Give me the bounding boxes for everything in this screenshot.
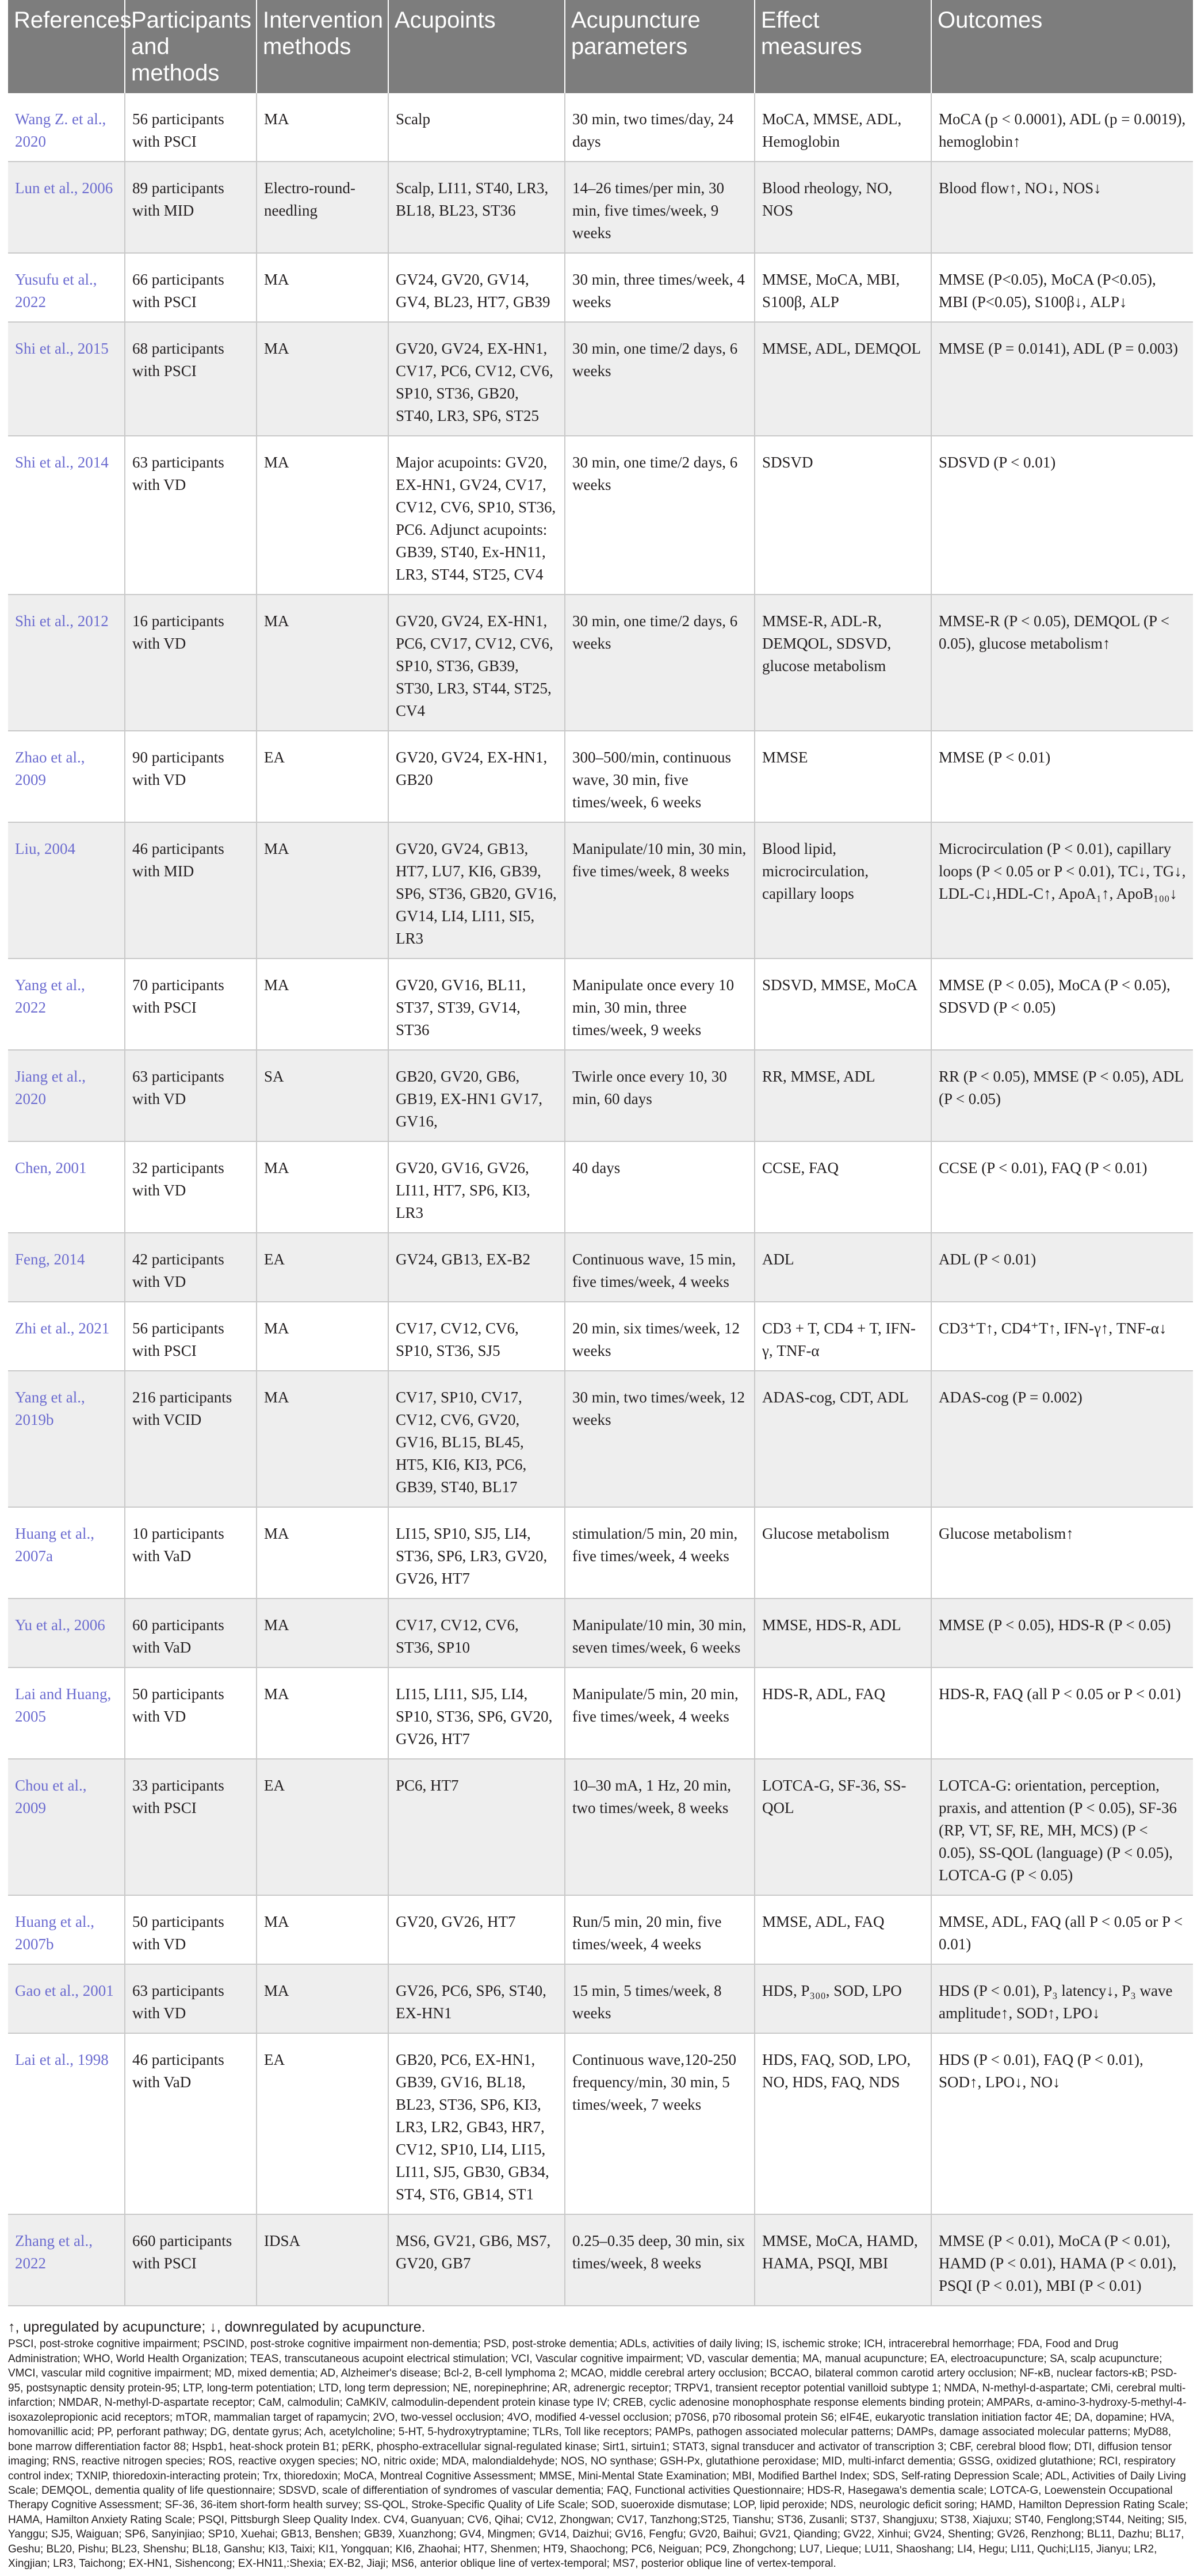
cell-acupoints: Major acupoints: GV20, EX-HN1, GV24, CV17, CV12, CV6, SP10, ST36, PC6. Adjunct acupoints: GB39, ST40, Ex-HN11, LR3, ST44, ST25, CV4 [388,436,565,595]
acupuncture-studies-table [8,0,1193,2306]
cell-outcomes: MMSE (P<0.05), MoCA (P<0.05), MBI (P<0.05), S100β↓, ALP↓ [931,253,1193,322]
cell-outcomes: MMSE (P < 0.01), MoCA (P < 0.01), HAMD (P < 0.01), HAMA (P < 0.01), PSQI (P < 0.01), MBI (P < 0.01) [931,2214,1193,2306]
header-intervention: Intervention methods [257,0,388,93]
cell-participants: 66 participants with PSCI [125,253,257,322]
cell-reference [8,822,125,959]
cell-parameters: 10–30 mA, 1 Hz, 20 min, two times/week, 8 weeks [565,1759,755,1895]
cell-effect-measures: CCSE, FAQ [755,1141,931,1233]
cell-parameters: 14–26 times/per min, 30 min, five times/week, 9 weeks [565,162,755,253]
cell-reference [8,1141,125,1233]
cell-effect-measures: ADAS-cog, CDT, ADL [755,1371,931,1507]
cell-participants: 70 participants with PSCI [125,959,257,1050]
cell-intervention: MA [257,595,388,731]
cell-participants: 63 participants with VD [125,1964,257,2033]
table-row [8,93,1193,162]
cell-outcomes: LOTCA-G: orientation, perception, praxis, and attention (P < 0.05), SF-36 (RP, VT, SF, RE, MH, MCS) (P < 0.05), SS-QOL (language) (P < 0.05), LOTCA-G (P < 0.05) [931,1759,1193,1895]
cell-reference [8,595,125,731]
cell-reference [8,1895,125,1964]
cell-reference [8,1667,125,1759]
reference-link[interactable]: Wang Z. et al., 2020 [15,110,106,150]
cell-parameters: 30 min, two times/day, 24 days [565,93,755,162]
table-row [8,1667,1193,1759]
cell-participants: 46 participants with VaD [125,2033,257,2214]
cell-outcomes: RR (P < 0.05), MMSE (P < 0.05), ADL (P < 0.05) [931,1050,1193,1141]
cell-parameters: 30 min, one time/2 days, 6 weeks [565,436,755,595]
header-parameters: Acupuncture parameters [565,0,755,93]
cell-participants: 660 participants with PSCI [125,2214,257,2306]
cell-intervention: MA [257,822,388,959]
cell-parameters: Manipulate once every 10 min, 30 min, three times/week, 9 weeks [565,959,755,1050]
footnote-abbreviations: PSCI, post-stroke cognitive impairment; PSCIND, post-stroke cognitive impairment non-dementia; PSD, post-stroke dementia; ADLs, activities of daily living; IS, ischemic stroke; ICH, intracerebral hemorrhage; FDA, Food and Drug Administration; WHO, World Health Organization; TEAS, transcutaneous acupoint electrical stimulation; VCI, Vascular cognitive impairment; VD, vascular dementia; MA, manual acupuncture; EA, electroacupuncture; SA, scalp acupuncture; VMCI, vascular mild cognitive impairment; MD, mixed dementia; AD, Alzheimer's disease; Bcl-2, B-cell lymphoma 2; MCAO, middle cerebral artery occlusion; BCCAO, bilateral common carotid artery occlusion; NF-κB, nuclear factors-κB; PSD-95, postsynaptic density protein-95; LTP, long-term potentiation; LTD, long term depression; NE, norepinephrine; AR, adrenergic receptor; TRPV1, transient receptor potential vanilloid subtype 1; NMDA, N-methyl-d-aspartate; CMi, cerebral multi-infarction; NMDAR, N-methyl-D-aspartate receptor; CaM, calmodulin; CaMKIV, calmodulin-dependent protein kinase type IV; CREB, cyclic adenosine monophosphate response elements binding protein; AMPARs, α-amino-3-hydroxy-5-methyl-4-isoxazolepropionic acid receptors; mTOR, mammalian target of rapamycin; 2VO, two-vessel occlusion; 4VO, modified 4-vessel occlusion; p70S6, p70 ribosomal protein S6; eIF4E, eukaryotic translation initiation factor 4E; DA, dopamine; HVA, homovanillic acid; PP, perforant pathway; DG, dentate gyrus; Ach, acetylcholine; 5-HT, 5-hydroxytryptamine; TLRs, Toll like receptors; PAMPs, pathogen associated molecular patterns; DAMPs, damage associated molecular patterns; MyD88, bone marrow differentiation factor 88; Hspb1, heat-shock protein B1; pERK, phospho-extracellular signal-regulated kinase; Sirt1, sirtuin1; STAT3, signal transducer and activator of transcription 3; CBF, cerebral blood flow; DTI, diffusion tensor imaging; RNS, reactive nitrogen species; ROS, reactive oxygen species; NO, nitric oxide; MDA, malondialdehyde; NOS, NO synthase; GSH-Px, glutathione peroxidase; MID, multi-infarct dementia; GSSG, oxidized glutathione; RCI, respiratory control index; TXNIP, thioredoxin-interacting protein; Trx, thioredoxin; MoCA, Montreal Cognitive Assessment; MMSE, Mini-Mental State Examination; MBI, Modified Barthel Index; SDS, Self-rating Depression Scale; ADL, Activities of Daily Living Scale; DEMQOL, dementia quality of life questionnaire; SDSVD, scale of differentiation of syndromes of vascular dementia; FAQ, Functional activities Questionnaire; HDS-R, Hasegawa's dementia scale; LOTCA-G, Loewenstein Occupational Therapy Cognitive Assessment; SF-36, 36-item short-form health survey; SS-QOL, Stroke-Specific Quality of Life Scale; SOD, suoeroxide dismutase; LOP, lipid peroxide; NDS, neurologic deficit soring; HAMD, Hamilton Depression Rating Scale; HAMA, Hamilton Anxiety Rating Scale; PSQI, Pittsburgh Sleep Quality Index. CV4, Guanyuan; CV6, Qihai; CV12, Zhongwan; CV17, Tanzhong;ST25, Tianshu; ST36, Zusanli; ST37, Shangjuxu; ST38, Xiajuxu; ST40, Fenglong;ST44, Neiting; SI5, Yanggu; SJ5, Waiguan; SP6, Sanyinjiao; SP10, Xuehai; GB13, Benshen; GB39, Xuanzhong; GV4, Mingmen; GV14, Daizhui; GV16, Fengfu; GV20, Baihui; GV21, Qianding; GV22, Xinhui; GV24, Shenting; GV26, Renzhong; BL11, Dazhu; BL17, Geshu; BL20, Pishu; BL23, Shenshu; BL18, Ganshu; KI3, Taixi; KI1, Yongquan; KI6, Zhaohai; HT7, Shenmen; HT9, Shaochong; PC6, Neiguan; PC9, Zhongchong; LU7, Lieque; LU11, Shaoshang; LI4, Hegu; LI11, Quchi;LI15, Jianyu; LR2, Xingjian; LR3, Taichong; EX-HN1, Sishencong; EX-HN11,:Shexia; EX-B2, Jiaji; MS6, anterior oblique line of vertex-temporal; MS7, posterior oblique line of vertex-temporal. [8,2338,1188,2570]
cell-reference [8,93,125,162]
cell-participants: 90 participants with VD [125,731,257,822]
cell-acupoints: Scalp, LI11, ST40, LR3, BL18, BL23, ST36 [388,162,565,253]
table-header-row [8,0,1193,93]
cell-effect-measures: CD3 + T, CD4 + T, IFN-γ, TNF-α [755,1302,931,1371]
cell-parameters: 15 min, 5 times/week, 8 weeks [565,1964,755,2033]
cell-reference [8,436,125,595]
reference-link[interactable]: Lai and Huang, 2005 [15,1685,112,1725]
cell-acupoints: GV24, GB13, EX-B2 [388,1233,565,1302]
cell-acupoints: GV20, GV24, GB13, HT7, LU7, KI6, GB39, SP6, ST36, GB20, GV16, GV14, LI4, LI11, SI5, LR3 [388,822,565,959]
table-row [8,731,1193,822]
cell-intervention: EA [257,1759,388,1895]
cell-effect-measures: HDS-R, ADL, FAQ [755,1667,931,1759]
cell-participants: 10 participants with VaD [125,1507,257,1598]
cell-participants: 89 participants with MID [125,162,257,253]
cell-intervention: MA [257,253,388,322]
cell-reference [8,1050,125,1141]
cell-intervention: MA [257,1302,388,1371]
table-footnotes [8,2320,1191,2571]
cell-parameters: Continuous wave, 15 min, five times/week, 4 weeks [565,1233,755,1302]
cell-reference [8,322,125,436]
cell-parameters: 0.25–0.35 deep, 30 min, six times/week, 8 weeks [565,2214,755,2306]
table-row [8,1895,1193,1964]
cell-participants: 56 participants with PSCI [125,1302,257,1371]
cell-parameters: 40 days [565,1141,755,1233]
cell-participants: 56 participants with PSCI [125,93,257,162]
cell-acupoints: Scalp [388,93,565,162]
cell-effect-measures: Glucose metabolism [755,1507,931,1598]
cell-effect-measures: HDS, P₃₀₀, SOD, LPO [755,1964,931,2033]
cell-outcomes: HDS (P < 0.01), P₃ latency↓, P₃ wave amplitude↑, SOD↑, LPO↓ [931,1964,1193,2033]
cell-acupoints: GV20, GV24, EX-HN1, PC6, CV17, CV12, CV6, SP10, ST36, GB39, ST30, LR3, ST44, ST25, CV4 [388,595,565,731]
cell-effect-measures: HDS, FAQ, SOD, LPO, NO, HDS, FAQ, NDS [755,2033,931,2214]
table-row [8,1371,1193,1507]
table-row [8,1759,1193,1895]
header-references: References [8,0,125,93]
cell-acupoints: GV20, GV26, HT7 [388,1895,565,1964]
header-outcomes: Outcomes [931,0,1193,93]
cell-acupoints: GV20, GV16, BL11, ST37, ST39, GV14, ST36 [388,959,565,1050]
reference-link[interactable]: Shi et al., 2014 [15,454,109,471]
cell-parameters: 30 min, three times/week, 4 weeks [565,253,755,322]
cell-effect-measures: RR, MMSE, ADL [755,1050,931,1141]
cell-intervention: Electro-round-needling [257,162,388,253]
cell-effect-measures: MMSE, ADL, DEMQOL [755,322,931,436]
cell-acupoints: GB20, GV20, GB6, GB19, EX-HN1 GV17, GV16, [388,1050,565,1141]
reference-link[interactable]: Lun et al., 2006 [15,179,113,197]
cell-reference [8,2033,125,2214]
reference-link[interactable]: Yang et al., 2019b [15,1389,85,1428]
cell-outcomes: ADAS-cog (P = 0.002) [931,1371,1193,1507]
cell-effect-measures: Blood lipid, microcirculation, capillary loops [755,822,931,959]
cell-acupoints: GV20, GV24, EX-HN1, GB20 [388,731,565,822]
cell-participants: 216 participants with VCID [125,1371,257,1507]
cell-outcomes: MMSE (P = 0.0141), ADL (P = 0.003) [931,322,1193,436]
cell-parameters: Continuous wave,120-250 frequency/min, 30 min, 5 times/week, 7 weeks [565,2033,755,2214]
cell-outcomes: HDS-R, FAQ (all P < 0.05 or P < 0.01) [931,1667,1193,1759]
cell-reference [8,1371,125,1507]
cell-acupoints: GB20, PC6, EX-HN1, GB39, GV16, BL18, BL23, ST36, SP6, KI3, LR3, LR2, GB43, HR7, CV12, SP10, LI4, LI15, LI11, SJ5, GB30, GB34, ST4, ST6, GB14, ST1 [388,2033,565,2214]
cell-outcomes: Microcirculation (P < 0.01), capillary loops (P < 0.05 or P < 0.01), TC↓, TG↓, LDL-C↓,HDL-C↑, ApoA₁↑, ApoB₁₀₀↓ [931,822,1193,959]
cell-outcomes: MMSE (P < 0.01) [931,731,1193,822]
cell-intervention: MA [257,436,388,595]
cell-outcomes: HDS (P < 0.01), FAQ (P < 0.01), SOD↑, LPO↓, NO↓ [931,2033,1193,2214]
table-body [8,93,1193,2306]
cell-reference [8,1302,125,1371]
table-row [8,1302,1193,1371]
cell-parameters: 30 min, one time/2 days, 6 weeks [565,322,755,436]
table-row [8,959,1193,1050]
reference-link[interactable]: Yusufu et al., 2022 [15,271,97,310]
cell-acupoints: GV20, GV24, EX-HN1, CV17, PC6, CV12, CV6, SP10, ST36, GB20, ST40, LR3, SP6, ST25 [388,322,565,436]
cell-participants: 63 participants with VD [125,1050,257,1141]
cell-acupoints: PC6, HT7 [388,1759,565,1895]
cell-reference [8,731,125,822]
cell-reference [8,1964,125,2033]
cell-participants: 42 participants with VD [125,1233,257,1302]
cell-participants: 50 participants with VD [125,1895,257,1964]
footnote-arrow-legend: ↑, upregulated by acupuncture; ↓, downregulated by acupuncture. [8,2319,426,2335]
cell-acupoints: GV26, PC6, SP6, ST40, EX-HN1 [388,1964,565,2033]
reference-link[interactable]: Feng, 2014 [15,1251,85,1268]
cell-intervention: IDSA [257,2214,388,2306]
cell-parameters: Manipulate/10 min, 30 min, seven times/week, 6 weeks [565,1598,755,1667]
table-row [8,1233,1193,1302]
cell-effect-measures: SDSVD [755,436,931,595]
cell-outcomes: MMSE (P < 0.05), MoCA (P < 0.05), SDSVD (P < 0.05) [931,959,1193,1050]
cell-outcomes: Blood flow↑, NO↓, NOS↓ [931,162,1193,253]
cell-acupoints: LI15, SP10, SJ5, LI4, ST36, SP6, LR3, GV20, GV26, HT7 [388,1507,565,1598]
cell-reference [8,2214,125,2306]
cell-outcomes: SDSVD (P < 0.01) [931,436,1193,595]
table-row [8,253,1193,322]
reference-link[interactable]: Liu, 2004 [15,840,75,857]
cell-parameters: 300–500/min, continuous wave, 30 min, five times/week, 6 weeks [565,731,755,822]
cell-intervention: MA [257,1141,388,1233]
header-effect-measures: Effect measures [755,0,931,93]
cell-effect-measures: MoCA, MMSE, ADL, Hemoglobin [755,93,931,162]
reference-link[interactable]: Chen, 2001 [15,1159,87,1176]
table-row [8,322,1193,436]
cell-intervention: MA [257,1371,388,1507]
reference-link[interactable]: Zhang et al., 2022 [15,2232,93,2272]
cell-reference [8,959,125,1050]
cell-participants: 60 participants with VaD [125,1598,257,1667]
cell-parameters: Run/5 min, 20 min, five times/week, 4 weeks [565,1895,755,1964]
reference-link[interactable]: Jiang et al., 2020 [15,1068,86,1107]
table-row [8,1964,1193,2033]
cell-parameters: stimulation/5 min, 20 min, five times/week, 4 weeks [565,1507,755,1598]
cell-parameters: Manipulate/5 min, 20 min, five times/week, 4 weeks [565,1667,755,1759]
cell-parameters: 30 min, one time/2 days, 6 weeks [565,595,755,731]
reference-link[interactable]: Yang et al., 2022 [15,976,85,1016]
cell-participants: 32 participants with VD [125,1141,257,1233]
cell-reference [8,1598,125,1667]
cell-intervention: MA [257,959,388,1050]
cell-effect-measures: MMSE [755,731,931,822]
cell-effect-measures: SDSVD, MMSE, MoCA [755,959,931,1050]
cell-acupoints: CV17, CV12, CV6, ST36, SP10 [388,1598,565,1667]
cell-outcomes: MMSE-R (P < 0.05), DEMQOL (P < 0.05), glucose metabolism↑ [931,595,1193,731]
cell-intervention: MA [257,322,388,436]
reference-link[interactable]: Lai et al., 1998 [15,2051,109,2068]
cell-reference [8,162,125,253]
cell-effect-measures: MMSE, MoCA, MBI, S100β, ALP [755,253,931,322]
cell-effect-measures: MMSE, ADL, FAQ [755,1895,931,1964]
cell-participants: 50 participants with VD [125,1667,257,1759]
cell-intervention: MA [257,1598,388,1667]
table-row [8,436,1193,595]
cell-parameters: Twirle once every 10, 30 min, 60 days [565,1050,755,1141]
reference-link[interactable]: Huang et al., 2007b [15,1913,94,1953]
cell-parameters: 20 min, six times/week, 12 weeks [565,1302,755,1371]
cell-outcomes: MoCA (p < 0.0001), ADL (p = 0.0019), hemoglobin↑ [931,93,1193,162]
cell-outcomes: CCSE (P < 0.01), FAQ (P < 0.01) [931,1141,1193,1233]
cell-outcomes: CD3⁺T↑, CD4⁺T↑, IFN-γ↑, TNF-α↓ [931,1302,1193,1371]
cell-effect-measures: ADL [755,1233,931,1302]
reference-link[interactable]: Chou et al., 2009 [15,1777,87,1816]
reference-link[interactable]: Yu et al., 2006 [15,1616,105,1634]
cell-participants: 33 participants with PSCI [125,1759,257,1895]
cell-parameters: Manipulate/10 min, 30 min, five times/week, 8 weeks [565,822,755,959]
cell-intervention: EA [257,1233,388,1302]
cell-participants: 68 participants with PSCI [125,322,257,436]
table-row [8,2214,1193,2306]
cell-intervention: SA [257,1050,388,1141]
cell-intervention: MA [257,93,388,162]
cell-reference [8,253,125,322]
table-row [8,1141,1193,1233]
cell-acupoints: CV17, SP10, CV17, CV12, CV6, GV20, GV16, BL15, BL45, HT5, KI6, KI3, PC6, GB39, ST40, BL17 [388,1371,565,1507]
cell-acupoints: GV24, GV20, GV14, GV4, BL23, HT7, GB39 [388,253,565,322]
cell-parameters: 30 min, two times/week, 12 weeks [565,1371,755,1507]
cell-outcomes: MMSE (P < 0.05), HDS-R (P < 0.05) [931,1598,1193,1667]
cell-acupoints: LI15, LI11, SJ5, LI4, SP10, ST36, SP6, GV20, GV26, HT7 [388,1667,565,1759]
cell-intervention: MA [257,1667,388,1759]
table-row [8,162,1193,253]
cell-effect-measures: MMSE, HDS-R, ADL [755,1598,931,1667]
cell-reference [8,1233,125,1302]
cell-effect-measures: LOTCA-G, SF-36, SS-QOL [755,1759,931,1895]
table-row [8,1050,1193,1141]
cell-acupoints: CV17, CV12, CV6, SP10, ST36, SJ5 [388,1302,565,1371]
cell-participants: 16 participants with VD [125,595,257,731]
reference-link[interactable]: Zhi et al., 2021 [15,1320,110,1337]
cell-participants: 46 participants with MID [125,822,257,959]
cell-effect-measures: MMSE, MoCA, HAMD, HAMA, PSQI, MBI [755,2214,931,2306]
table-row [8,595,1193,731]
reference-link[interactable]: Gao et al., 2001 [15,1982,114,1999]
cell-effect-measures: MMSE-R, ADL-R, DEMQOL, SDSVD, glucose metabolism [755,595,931,731]
table-row [8,822,1193,959]
cell-intervention: MA [257,1895,388,1964]
reference-link[interactable]: Huang et al., 2007a [15,1525,94,1565]
cell-intervention: EA [257,731,388,822]
reference-link[interactable]: Shi et al., 2012 [15,612,109,630]
cell-intervention: EA [257,2033,388,2214]
cell-intervention: MA [257,1964,388,2033]
cell-acupoints: GV20, GV16, GV26, LI11, HT7, SP6, KI3, LR3 [388,1141,565,1233]
header-participants: Participants and methods [125,0,257,93]
cell-reference [8,1759,125,1895]
cell-outcomes: Glucose metabolism↑ [931,1507,1193,1598]
cell-intervention: MA [257,1507,388,1598]
cell-outcomes: MMSE, ADL, FAQ (all P < 0.05 or P < 0.01) [931,1895,1193,1964]
cell-acupoints: MS6, GV21, GB6, MS7, GV20, GB7 [388,2214,565,2306]
cell-participants: 63 participants with VD [125,436,257,595]
header-acupoints: Acupoints [388,0,565,93]
table-row [8,2033,1193,2214]
table-row [8,1507,1193,1598]
cell-effect-measures: Blood rheology, NO, NOS [755,162,931,253]
table-row [8,1598,1193,1667]
reference-link[interactable]: Shi et al., 2015 [15,340,109,357]
reference-link[interactable]: Zhao et al., 2009 [15,749,85,788]
cell-outcomes: ADL (P < 0.01) [931,1233,1193,1302]
cell-reference [8,1507,125,1598]
